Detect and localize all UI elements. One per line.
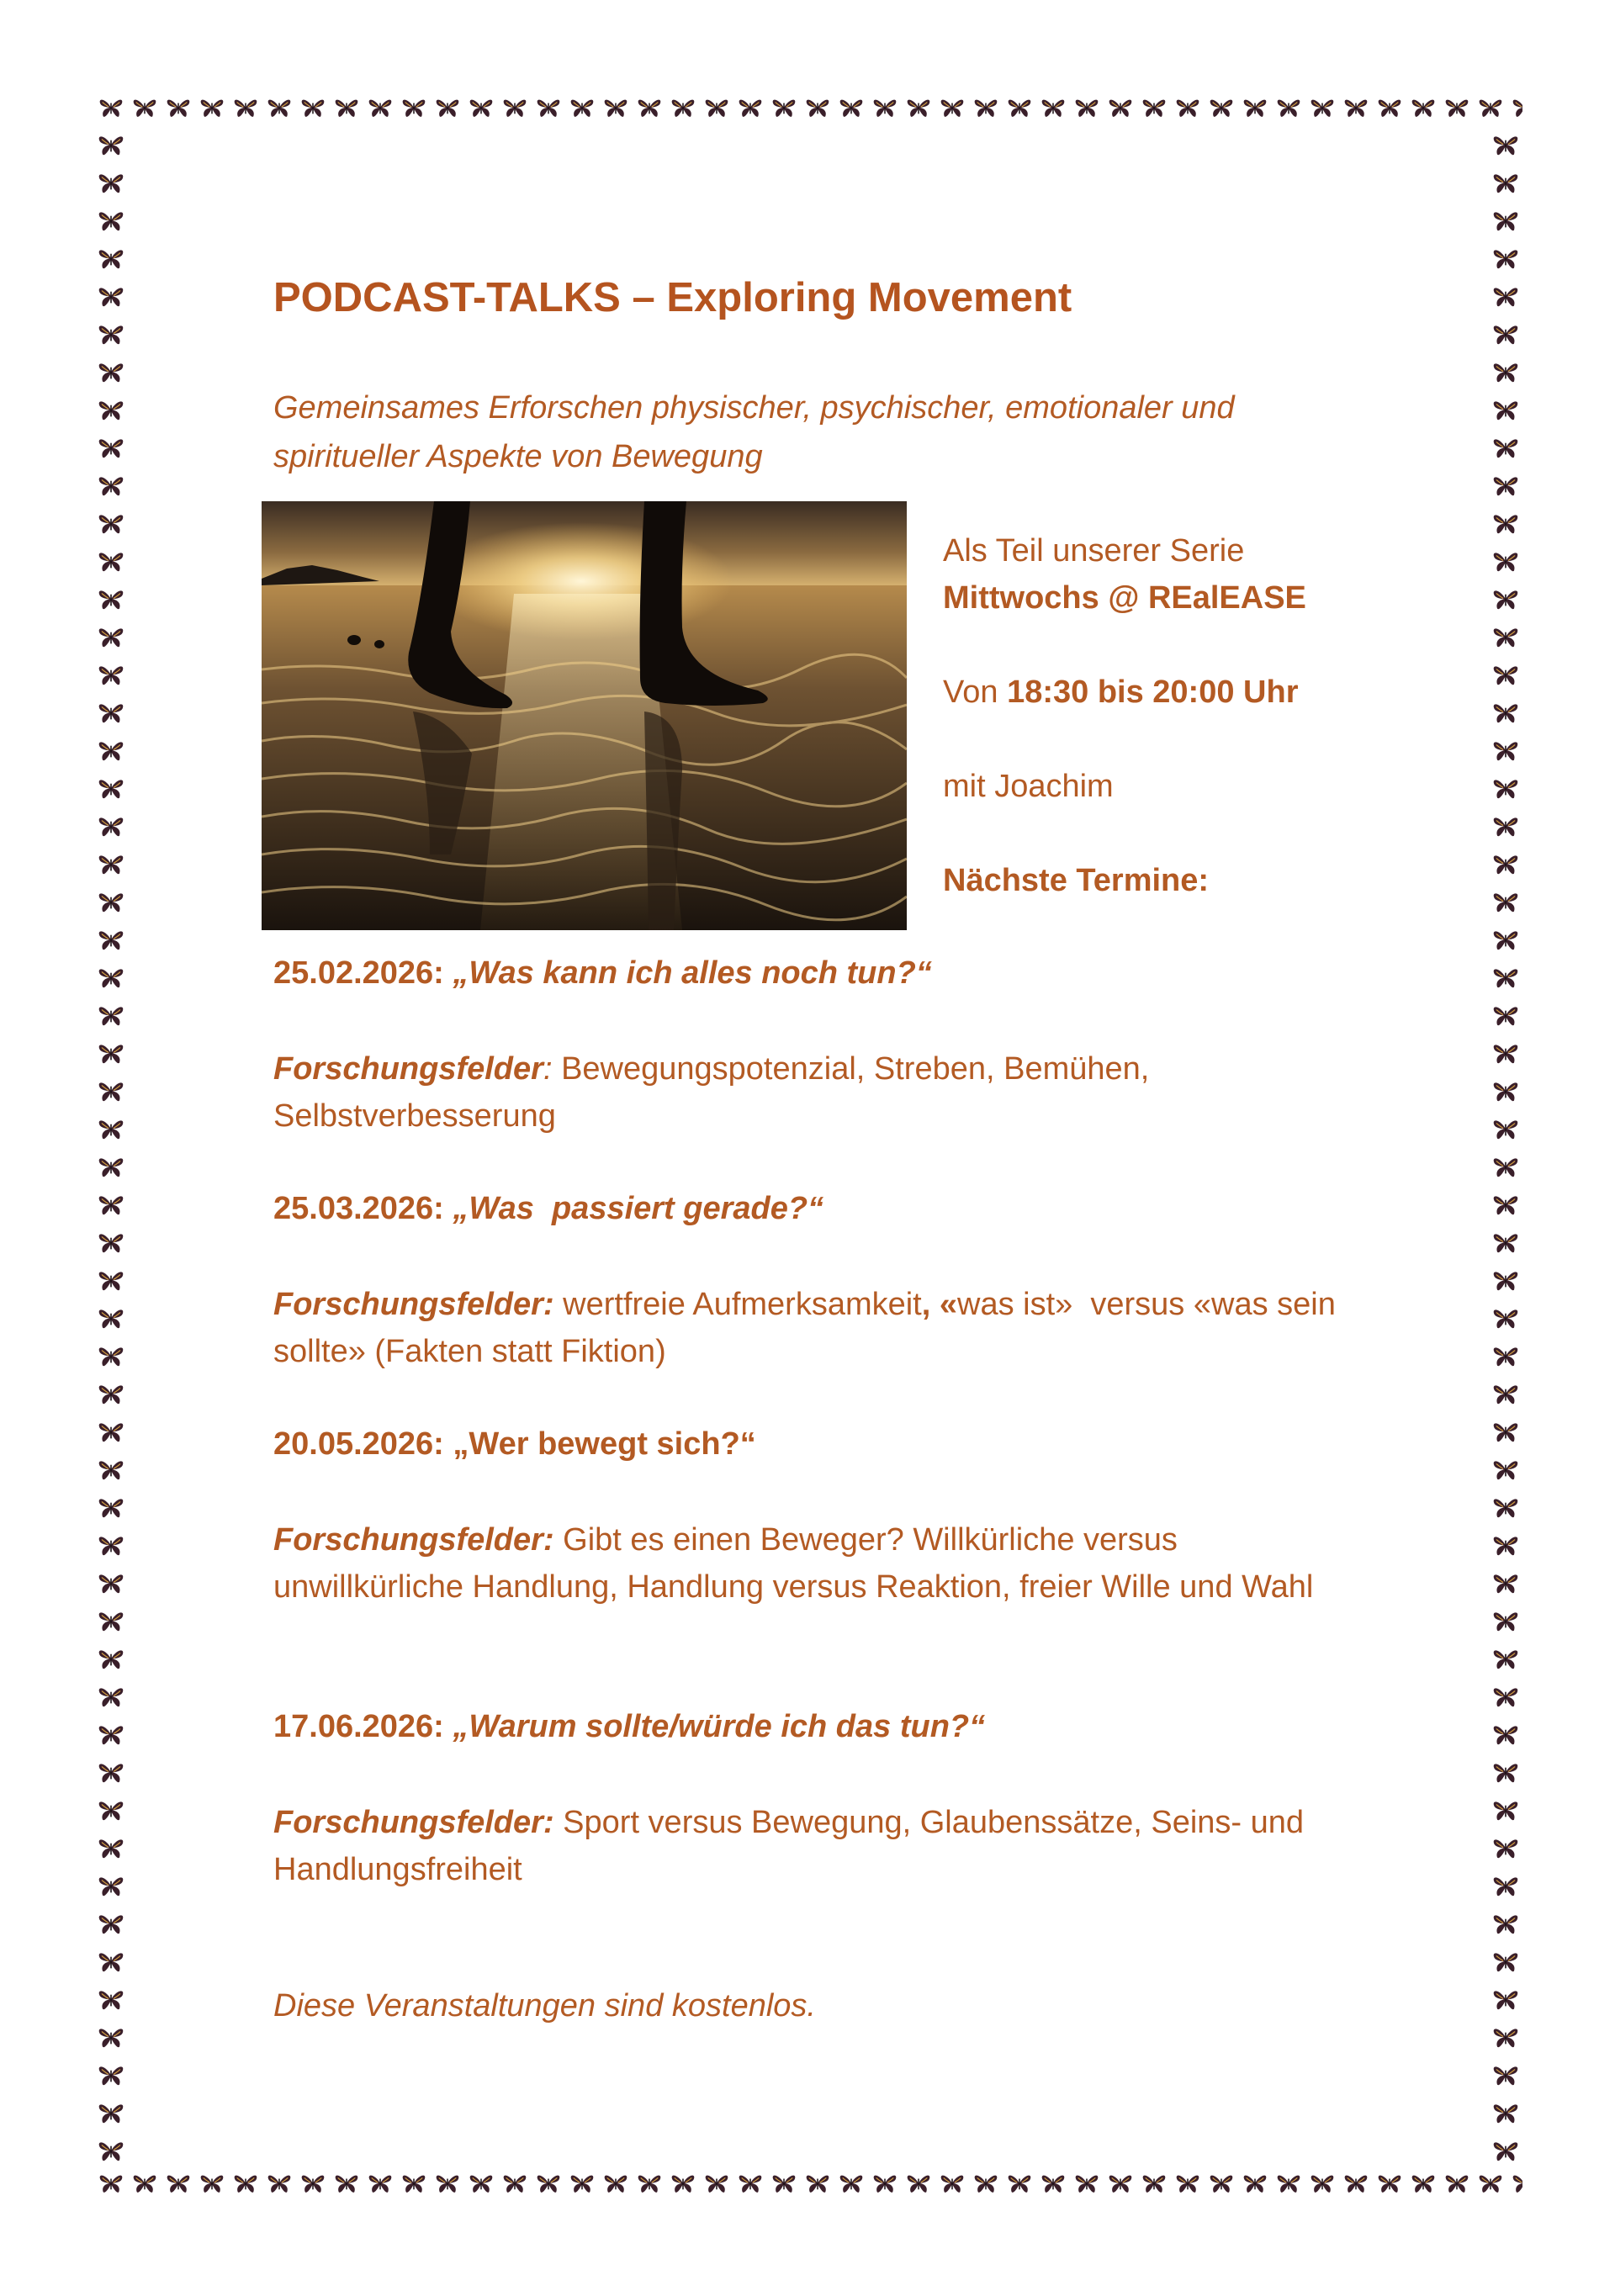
event-time <box>943 675 1298 711</box>
event-2-date: 25.03.2026: <box>273 1191 444 1226</box>
event-4-fields <box>273 1799 1367 1893</box>
event-3-fields-text: Gibt es einen Beweger? Willkürliche versus unwillkürliche Handlung, Handlung versus Reaktion, freier Wille und Wahl <box>273 1522 1314 1605</box>
butterfly-border-bottom <box>94 2172 1522 2195</box>
event-2-fields-text-b: was ist» versus «was sein sollte» (Fakten statt Fiktion) <box>273 1287 1345 1369</box>
next-dates-label: Nächste Termine: <box>943 863 1210 898</box>
series-intro: Als Teil unserer Serie <box>943 533 1245 569</box>
event-3-fields <box>273 1516 1367 1611</box>
beach-walking-photo <box>262 501 907 930</box>
event-4-heading <box>273 1709 985 1745</box>
event-1-fields-label: Forschungsfelder <box>273 1051 543 1087</box>
host-line: mit Joachim <box>943 769 1114 804</box>
event-2-heading <box>273 1191 823 1227</box>
event-4-fields-label: Forschungsfelder: <box>273 1805 554 1840</box>
event-1-question: „Was kann ich alles noch tun?“ <box>453 955 932 991</box>
event-3-date: 20.05.2026: <box>273 1426 444 1462</box>
time-prefix: Von <box>943 675 1008 710</box>
time-value: 18:30 bis 20:00 Uhr <box>1007 675 1299 710</box>
footer-note: Diese Veranstaltungen sind kostenlos. <box>273 1988 816 2024</box>
event-3-fields-label: Forschungsfelder: <box>273 1522 554 1558</box>
event-2-fields <box>273 1281 1367 1375</box>
event-2-fields-label: Forschungsfelder: <box>273 1287 554 1322</box>
event-1-fields <box>273 1045 1367 1140</box>
event-4-fields-text: Sport versus Bewegung, Glaubenssätze, Seins- und Handlungsfreiheit <box>273 1805 1305 1887</box>
event-1-heading <box>273 955 932 992</box>
event-2-fields-sep: , « <box>921 1287 957 1322</box>
event-4-question: „Warum sollte/würde ich das tun?“ <box>453 1709 986 1744</box>
series-name: Mittwochs @ REalEASE <box>943 580 1306 616</box>
butterfly-border-right <box>1489 126 1522 2165</box>
event-2-fields-text-a: wertfreie Aufmerksamkeit <box>563 1287 922 1322</box>
event-4-date: 17.06.2026: <box>273 1709 444 1744</box>
page-subtitle: Gemeinsames Erforschen physischer, psychischer, emotionaler und spiritueller Aspekte von Bewegung <box>273 390 1235 474</box>
event-1-fields-colon: : <box>543 1051 553 1087</box>
page-title: PODCAST-TALKS – Exploring Movement <box>273 275 1072 320</box>
event-3-heading <box>273 1426 756 1463</box>
butterfly-border-left <box>94 126 128 2165</box>
event-2-question: „Was passiert gerade?“ <box>453 1191 824 1226</box>
butterfly-border-top <box>94 96 1522 119</box>
event-1-date: 25.02.2026: <box>273 955 444 991</box>
event-1-fields-text: Bewegungspotenzial, Streben, Bemühen, Selbstverbesserung <box>273 1051 1150 1134</box>
event-3-question: „Wer bewegt sich?“ <box>453 1426 756 1462</box>
